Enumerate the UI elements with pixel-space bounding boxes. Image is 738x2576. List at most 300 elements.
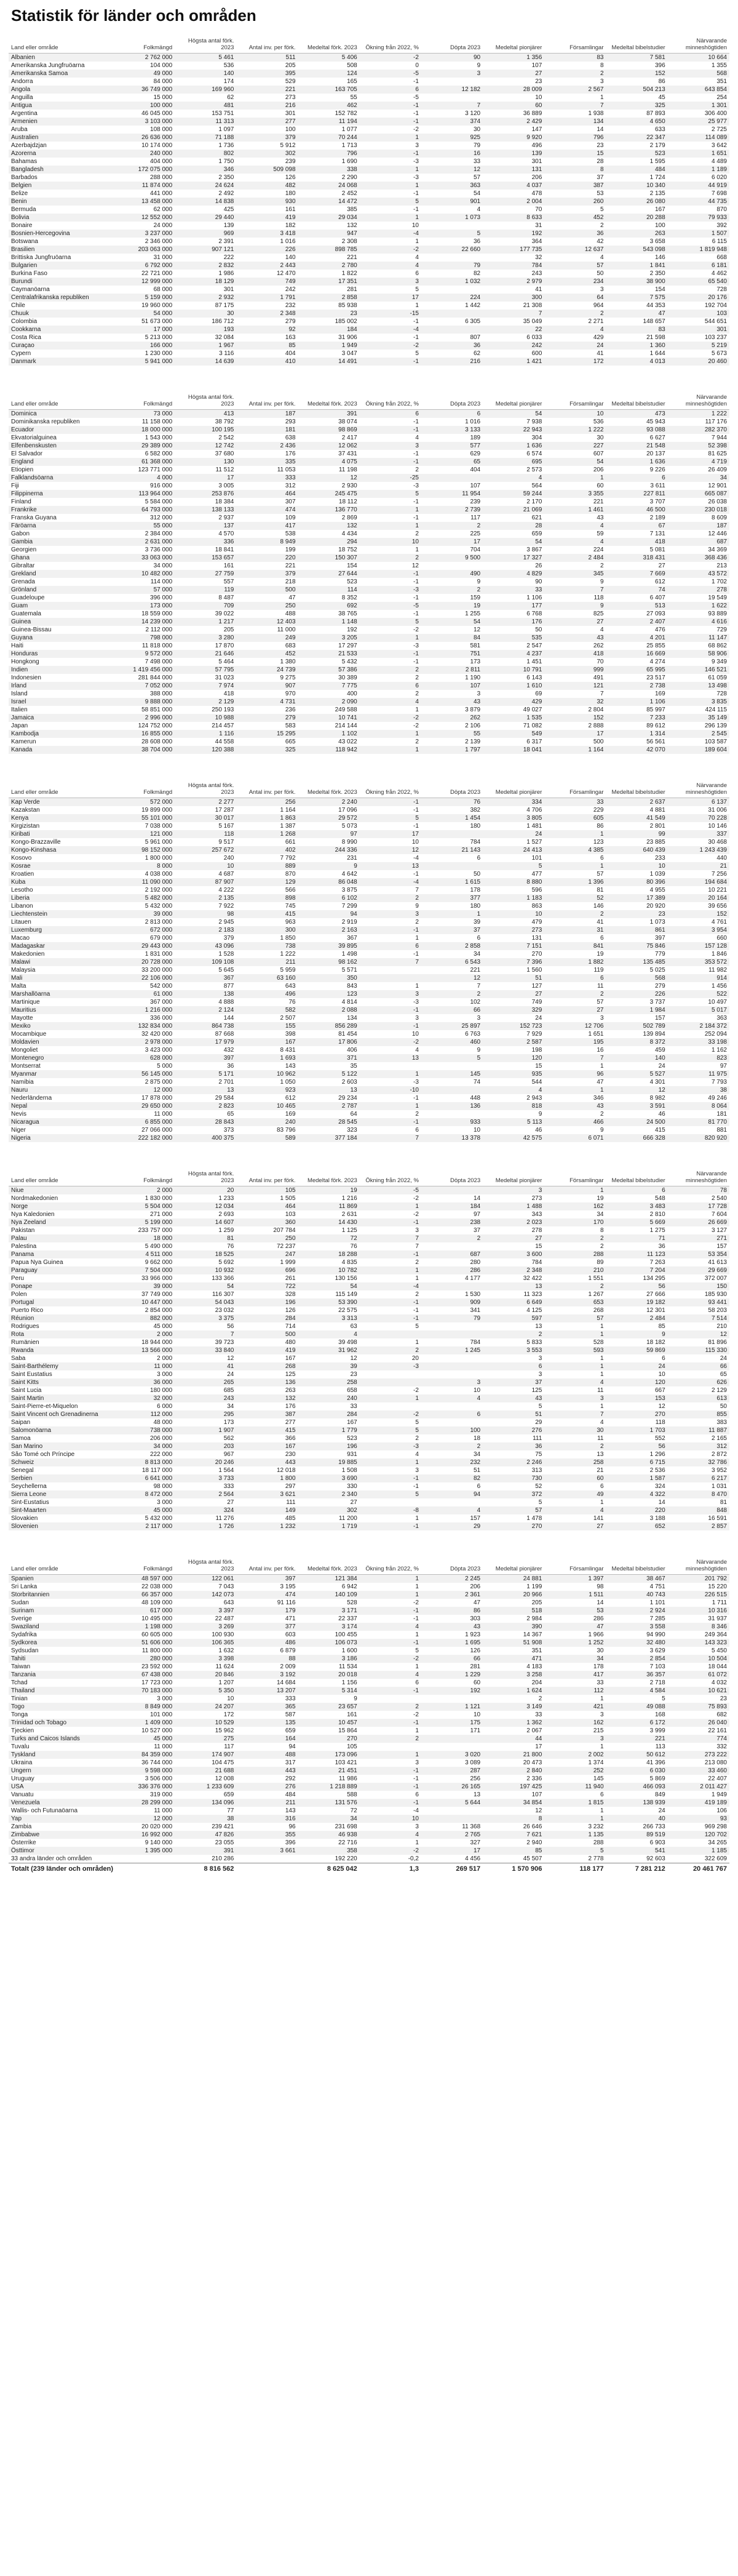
cell-avg-pioneers: 479 bbox=[531, 919, 542, 926]
cell-increase: 1 bbox=[415, 1275, 419, 1282]
cell-ratio: 180 bbox=[285, 190, 296, 197]
cell-memorial-attendance: 312 bbox=[668, 1442, 729, 1450]
cell-ratio: 256 bbox=[236, 798, 298, 807]
cell-memorial-attendance: 337 bbox=[668, 830, 729, 838]
cell-avg-pioneers: 43 bbox=[483, 1394, 544, 1402]
cell-memorial-attendance: 7 944 bbox=[711, 434, 727, 441]
cell-increase bbox=[360, 1062, 421, 1070]
cell-baptized: 1 255 bbox=[465, 610, 481, 617]
table-row bbox=[9, 1362, 729, 1370]
cell-country: Sint-Eustatius bbox=[11, 1499, 49, 1506]
cell-ratio: 103 bbox=[285, 1211, 296, 1218]
cell-country: Sudan bbox=[11, 1599, 29, 1606]
cell-avg-pioneers: 1 610 bbox=[483, 682, 544, 690]
cell-increase: 2 bbox=[360, 554, 421, 562]
cell-avg-pioneers: 13 bbox=[535, 1323, 542, 1330]
cell-ratio: 105 bbox=[236, 1186, 298, 1195]
cell-peak-publishers: 2 277 bbox=[175, 798, 236, 807]
cell-ratio: 379 bbox=[236, 570, 298, 578]
cell-avg-pioneers: 15 bbox=[535, 1063, 542, 1070]
cell-increase: 1 bbox=[415, 1583, 419, 1590]
cell-peak-publishers: 2 564 bbox=[175, 1490, 236, 1498]
cell-avg-publishers: 2 603 bbox=[341, 1079, 357, 1086]
cell-bible-studies: 523 bbox=[606, 150, 668, 158]
table-row bbox=[9, 1062, 729, 1070]
cell-population: 7 504 000 bbox=[113, 1266, 175, 1274]
cell-baptized: 157 bbox=[470, 1515, 481, 1522]
cell-memorial-attendance: 1 243 439 bbox=[668, 846, 729, 854]
cell-congregations: 27 bbox=[544, 1006, 606, 1014]
cell-avg-publishers: 4 814 bbox=[341, 999, 357, 1006]
cell-country: Togo bbox=[9, 1703, 113, 1711]
cell-ratio: 277 bbox=[285, 1419, 296, 1426]
cell-peak-publishers: 346 bbox=[175, 166, 236, 174]
table-row bbox=[9, 1607, 729, 1615]
cell-bible-studies: 3 999 bbox=[649, 1727, 665, 1734]
cell-peak-publishers: 76 bbox=[227, 1243, 234, 1250]
cell-avg-pioneers: 20 966 bbox=[483, 1591, 544, 1599]
cell-memorial-attendance: 3 952 bbox=[711, 1467, 727, 1474]
cell-peak-publishers: 27 bbox=[227, 1499, 234, 1506]
cell-bible-studies: 23 885 bbox=[646, 839, 665, 846]
cell-peak-publishers: 22 487 bbox=[215, 1615, 234, 1622]
table-row bbox=[9, 706, 729, 714]
cell-population: 2 000 bbox=[113, 1186, 175, 1195]
cell-country: Azerbajdzjan bbox=[11, 142, 47, 149]
cell-avg-pioneers: 518 bbox=[483, 1607, 544, 1615]
cell-country: Pakistan bbox=[11, 1227, 35, 1234]
cell-baptized: 13 bbox=[474, 1791, 481, 1798]
cell-memorial-attendance: 682 bbox=[716, 1711, 727, 1718]
cell-baptized: 1 442 bbox=[465, 302, 481, 309]
cell-country: Madagaskar bbox=[9, 942, 113, 950]
cell-baptized: 175 bbox=[421, 1719, 483, 1727]
cell-peak-publishers: 9 517 bbox=[218, 839, 234, 846]
table-row bbox=[9, 1354, 729, 1362]
cell-congregations: 49 bbox=[544, 1490, 606, 1498]
table-row bbox=[9, 1799, 729, 1807]
table-row bbox=[9, 1022, 729, 1030]
cell-memorial-attendance: 12 901 bbox=[708, 482, 727, 489]
cell-avg-publishers: 97 bbox=[298, 830, 360, 838]
cell-country: San Marino bbox=[9, 1442, 113, 1450]
cell-increase: 1 bbox=[415, 546, 419, 553]
column-header-increase: Ökning från 2022, % bbox=[360, 778, 421, 798]
cell-avg-pioneers: 147 bbox=[531, 126, 542, 133]
cell-country: Liberia bbox=[9, 894, 113, 902]
column-header-congregations: Församlingar bbox=[544, 390, 606, 410]
cell-avg-publishers: 6 102 bbox=[298, 894, 360, 902]
cell-population: 6 641 000 bbox=[113, 1474, 175, 1482]
cell-avg-pioneers: 4 829 bbox=[483, 570, 544, 578]
cell-memorial-attendance: 10 664 bbox=[668, 54, 729, 62]
table-row bbox=[9, 1242, 729, 1250]
cell-peak-publishers: 20 246 bbox=[175, 1458, 236, 1466]
cell-avg-publishers: 18 288 bbox=[298, 1250, 360, 1258]
cell-peak-publishers: 3 375 bbox=[175, 1314, 236, 1322]
cell-increase: -1 bbox=[360, 1607, 421, 1615]
cell-baptized: 901 bbox=[421, 198, 483, 206]
cell-ratio: 211 bbox=[236, 1799, 298, 1807]
table-row bbox=[9, 1482, 729, 1490]
cell-peak-publishers: 122 061 bbox=[175, 1575, 236, 1583]
cell-avg-publishers: 14 472 bbox=[298, 198, 360, 206]
cell-avg-publishers: 22 337 bbox=[338, 1615, 357, 1622]
cell-increase: 12 bbox=[360, 846, 421, 854]
cell-avg-pioneers: 343 bbox=[531, 1211, 542, 1218]
cell-avg-pioneers: 313 bbox=[531, 1467, 542, 1474]
cell-congregations: 421 bbox=[544, 1703, 606, 1711]
cell-avg-publishers: 5 406 bbox=[298, 54, 360, 62]
cell-memorial-attendance: 6 020 bbox=[711, 174, 727, 181]
cell-peak-publishers: 12 bbox=[227, 1355, 234, 1362]
cell-baptized: 374 bbox=[421, 118, 483, 126]
cell-memorial-attendance: 728 bbox=[716, 286, 727, 293]
cell-ratio: 387 bbox=[236, 1410, 298, 1418]
cell-bible-studies: 24 bbox=[658, 1063, 665, 1070]
cell-memorial-attendance: 282 370 bbox=[668, 426, 729, 434]
cell-ratio: 582 bbox=[236, 1006, 298, 1014]
cell-memorial-attendance: 870 bbox=[716, 206, 727, 213]
table-row bbox=[9, 846, 729, 854]
cell-country: Ukraina bbox=[11, 1759, 33, 1766]
cell-bible-studies: 2 810 bbox=[649, 1211, 665, 1218]
cell-baptized: 34 bbox=[474, 951, 481, 958]
cell-avg-publishers: 134 bbox=[347, 1015, 357, 1022]
cell-bible-studies: 2 924 bbox=[606, 1607, 668, 1615]
cell-congregations: 286 bbox=[593, 1615, 604, 1622]
table-row bbox=[9, 418, 729, 426]
cell-baptized: 100 bbox=[421, 1426, 483, 1434]
cell-avg-publishers: 55 bbox=[350, 94, 357, 101]
cell-baptized: 117 bbox=[470, 514, 481, 521]
cell-memorial-attendance: 26 669 bbox=[668, 1218, 729, 1226]
cell-avg-pioneers: 18 041 bbox=[483, 746, 544, 754]
cell-memorial-attendance: 626 bbox=[668, 1378, 729, 1386]
cell-avg-pioneers: 10 791 bbox=[483, 666, 544, 674]
cell-increase: 6 bbox=[360, 410, 421, 418]
cell-country: Chile bbox=[11, 302, 25, 309]
cell-increase: 1 bbox=[415, 1663, 419, 1670]
cell-country: Jamaica bbox=[9, 714, 113, 722]
column-header-avg-publishers: Medeltal förk. 2023 bbox=[298, 1555, 360, 1575]
cell-memorial-attendance: 881 bbox=[716, 1127, 727, 1134]
cell-population: 15 000 bbox=[153, 94, 173, 101]
cell-memorial-attendance: 26 409 bbox=[708, 466, 727, 473]
cell-population: 45 000 bbox=[113, 1735, 175, 1743]
cell-peak-publishers: 4 222 bbox=[218, 887, 234, 894]
cell-increase bbox=[360, 974, 421, 982]
cell-bible-studies: 652 bbox=[606, 1522, 668, 1530]
cell-congregations: 1 651 bbox=[588, 1031, 604, 1038]
cell-bible-studies: 266 733 bbox=[643, 1823, 665, 1830]
cell-baptized: 1 229 bbox=[421, 1671, 483, 1679]
table-row bbox=[9, 1490, 729, 1498]
cell-avg-pioneers: 204 bbox=[531, 1679, 542, 1686]
cell-bible-studies: 93 088 bbox=[606, 426, 668, 434]
cell-avg-pioneers: 15 bbox=[535, 1243, 542, 1250]
cell-congregations: 5 bbox=[544, 1847, 606, 1855]
cell-peak-publishers: 87 907 bbox=[175, 878, 236, 886]
cell-ratio: 365 bbox=[236, 1703, 298, 1711]
cell-congregations: 2 bbox=[544, 910, 606, 918]
cell-avg-publishers: 1 216 bbox=[341, 1195, 357, 1202]
cell-avg-pioneers: 278 bbox=[531, 1227, 542, 1234]
cell-ratio: 12 403 bbox=[236, 618, 298, 626]
table-header-row bbox=[9, 34, 729, 54]
cell-population: 8 813 000 bbox=[113, 1458, 175, 1466]
cell-avg-pioneers: 471 bbox=[483, 1655, 544, 1663]
cell-avg-publishers: 4 434 bbox=[341, 530, 357, 537]
cell-country: Elfenbenskusten bbox=[9, 442, 113, 450]
cell-population: 18 117 000 bbox=[141, 1467, 173, 1474]
cell-population: 48 000 bbox=[153, 1419, 173, 1426]
cell-peak-publishers: 239 421 bbox=[212, 1823, 234, 1830]
cell-country: Libanon bbox=[11, 903, 33, 910]
cell-avg-pioneers: 23 bbox=[535, 78, 542, 85]
cell-country: Tchad bbox=[11, 1679, 28, 1686]
cell-population bbox=[113, 1855, 175, 1863]
cell-baptized: 17 bbox=[421, 1847, 483, 1855]
cell-ratio: 218 bbox=[285, 578, 296, 585]
table-row bbox=[9, 1282, 729, 1290]
cell-peak-publishers: 54 043 bbox=[175, 1298, 236, 1306]
cell-avg-publishers: 3 313 bbox=[298, 1314, 360, 1322]
column-header-peak-publishers: Högsta antal förk. 2023 bbox=[175, 1167, 236, 1186]
column-header-country: Land eller område bbox=[9, 778, 113, 798]
cell-peak-publishers: 87 175 bbox=[215, 302, 234, 309]
cell-baptized bbox=[421, 1282, 483, 1290]
cell-bible-studies: 318 431 bbox=[606, 554, 668, 562]
cell-ratio: 11 053 bbox=[277, 466, 296, 473]
cell-avg-pioneers: 334 bbox=[483, 798, 544, 807]
cell-ratio: 250 bbox=[236, 602, 298, 610]
cell-bible-studies: 11 123 bbox=[606, 1250, 668, 1258]
table-row bbox=[9, 1126, 729, 1134]
cell-baptized: 43 bbox=[421, 1623, 483, 1631]
cell-population: 2 192 000 bbox=[145, 887, 173, 894]
cell-memorial-attendance: 322 609 bbox=[704, 1855, 727, 1862]
cell-bible-studies: 7 103 bbox=[649, 1663, 665, 1670]
table-row bbox=[9, 554, 729, 562]
cell-bible-studies: 18 182 bbox=[646, 1339, 665, 1346]
cell-peak-publishers: 14 838 bbox=[175, 198, 236, 206]
table-row bbox=[9, 522, 729, 530]
cell-congregations: 1 511 bbox=[544, 1591, 606, 1599]
cell-country: Sydsudan bbox=[11, 1647, 39, 1654]
cell-population: 38 704 000 bbox=[113, 746, 175, 754]
cell-increase: -1 bbox=[413, 871, 419, 878]
cell-population: 112 000 bbox=[113, 1410, 175, 1418]
cell-ratio: 12 018 bbox=[276, 1467, 296, 1474]
cell-congregations: 9 bbox=[600, 1127, 604, 1134]
cell-country: Zimbabwe bbox=[9, 1831, 113, 1839]
table-row bbox=[9, 498, 729, 506]
cell-country: Taiwan bbox=[11, 1663, 31, 1670]
cell-increase: 0 bbox=[415, 62, 419, 69]
cell-ratio: 109 bbox=[285, 514, 296, 521]
cell-increase: 12 bbox=[411, 562, 419, 569]
cell-ratio: 1 791 bbox=[236, 294, 298, 302]
cell-ratio: 4 731 bbox=[236, 698, 298, 706]
cell-baptized: 34 bbox=[474, 1451, 481, 1458]
cell-baptized bbox=[421, 862, 483, 870]
cell-avg-publishers: 6 942 bbox=[341, 1583, 357, 1590]
table-row bbox=[9, 1655, 729, 1663]
cell-avg-publishers: 214 144 bbox=[335, 722, 357, 729]
cell-memorial-attendance: 4 462 bbox=[711, 270, 727, 277]
cell-memorial-attendance: 34 bbox=[668, 474, 729, 482]
cell-population: 222 182 000 bbox=[113, 1134, 175, 1142]
table-row bbox=[9, 594, 729, 602]
cell-country: Storbritannien bbox=[9, 1591, 113, 1599]
cell-peak-publishers: 2 350 bbox=[218, 174, 234, 181]
cell-memorial-attendance: 774 bbox=[668, 1735, 729, 1743]
cell-baptized bbox=[421, 1807, 483, 1815]
cell-country: Grönland bbox=[9, 586, 113, 594]
cell-baptized: 1 245 bbox=[421, 1346, 483, 1354]
cell-population: 4 000 bbox=[113, 474, 175, 482]
cell-memorial-attendance: 1 702 bbox=[711, 578, 727, 585]
cell-congregations: 7 bbox=[544, 586, 606, 594]
table-row bbox=[9, 1086, 729, 1094]
cell-avg-pioneers: 270 bbox=[531, 951, 542, 958]
cell-memorial-attendance: 24 bbox=[720, 1355, 727, 1362]
cell-baptized: 76 bbox=[421, 798, 483, 807]
cell-population: 6 792 000 bbox=[113, 262, 175, 270]
cell-avg-pioneers: 5 bbox=[538, 1499, 542, 1506]
cell-bible-studies: 21 598 bbox=[646, 334, 665, 341]
cell-increase: -2 bbox=[413, 626, 419, 633]
cell-peak-publishers: 100 930 bbox=[212, 1631, 234, 1638]
cell-bible-studies: 4 301 bbox=[649, 1079, 665, 1086]
cell-baptized: 90 bbox=[421, 54, 483, 62]
cell-increase: -3 bbox=[360, 1442, 421, 1450]
cell-increase: -1 bbox=[360, 1474, 421, 1482]
cell-peak-publishers: 802 bbox=[175, 150, 236, 158]
cell-avg-publishers: 2 090 bbox=[298, 698, 360, 706]
cell-peak-publishers: 71 188 bbox=[175, 134, 236, 142]
cell-congregations: 6 bbox=[600, 935, 604, 942]
cell-increase: -8 bbox=[360, 1506, 421, 1514]
cell-ratio: 464 bbox=[236, 1202, 298, 1210]
cell-bible-studies: 513 bbox=[606, 602, 668, 610]
table-row bbox=[9, 886, 729, 894]
cell-population: 36 000 bbox=[113, 1378, 175, 1386]
cell-bible-studies: 89 612 bbox=[646, 722, 665, 729]
cell-baptized: 6 bbox=[421, 410, 483, 418]
cell-country: Guyana bbox=[9, 634, 113, 642]
cell-memorial-attendance: 1 185 bbox=[668, 1847, 729, 1855]
cell-memorial-attendance: 20 164 bbox=[668, 894, 729, 902]
cell-population: 22 038 000 bbox=[141, 1583, 173, 1590]
table-row bbox=[9, 814, 729, 822]
cell-congregations: 2 bbox=[544, 1234, 606, 1242]
cell-bible-studies: 134 295 bbox=[643, 1275, 665, 1282]
column-header-avg-publishers: Medeltal förk. 2023 bbox=[298, 34, 360, 54]
cell-memorial-attendance: 50 bbox=[720, 1403, 727, 1410]
cell-ratio: 301 bbox=[285, 110, 296, 117]
cell-memorial-attendance: 52 398 bbox=[668, 442, 729, 450]
cell-peak-publishers: 2 183 bbox=[175, 926, 236, 934]
cell-memorial-attendance: 8 064 bbox=[668, 1102, 729, 1110]
cell-bible-studies: 38 467 bbox=[606, 1575, 668, 1583]
cell-bible-studies: 3 483 bbox=[606, 1202, 668, 1210]
cell-peak-publishers: 1 907 bbox=[175, 1426, 236, 1434]
cell-country: Ghana bbox=[9, 554, 113, 562]
cell-memorial-attendance: 3 954 bbox=[668, 926, 729, 934]
column-header-bible-studies: Medeltal bibelstudier bbox=[606, 1167, 668, 1186]
cell-avg-pioneers: 24 881 bbox=[483, 1575, 544, 1583]
cell-increase: 6 bbox=[360, 682, 421, 690]
cell-peak-publishers: 38 792 bbox=[215, 418, 234, 425]
cell-bible-studies: 167 bbox=[655, 206, 665, 213]
cell-ratio: 404 bbox=[285, 350, 296, 357]
table-row bbox=[9, 1647, 729, 1655]
cell-avg-publishers: 31 906 bbox=[338, 334, 357, 341]
cell-peak-publishers: 21 646 bbox=[175, 650, 236, 658]
cell-country: Malta bbox=[11, 983, 26, 990]
cell-avg-pioneers: 329 bbox=[483, 1006, 544, 1014]
cell-ratio: 284 bbox=[236, 1314, 298, 1322]
cell-population: 34 000 bbox=[153, 562, 173, 569]
cell-congregations: 5 bbox=[600, 206, 604, 213]
cell-avg-pioneers: 1 624 bbox=[483, 1687, 544, 1695]
cell-country: Guinea bbox=[9, 618, 113, 626]
cell-country: Surinam bbox=[9, 1607, 113, 1615]
cell-increase: 10 bbox=[411, 839, 419, 846]
table-row bbox=[9, 854, 729, 862]
cell-congregations: 4 bbox=[600, 254, 604, 261]
cell-increase: 7 bbox=[415, 1243, 419, 1250]
cell-peak-publishers: 536 bbox=[223, 62, 234, 69]
cell-population: 20 020 000 bbox=[141, 1823, 173, 1830]
cell-avg-pioneers: 9 bbox=[538, 1111, 542, 1118]
cell-country: Palestina bbox=[11, 1243, 37, 1250]
cell-baptized: 6 bbox=[477, 855, 481, 862]
cell-congregations: 2 888 bbox=[588, 722, 604, 729]
cell-country: Kap Verde bbox=[9, 798, 113, 807]
table-row bbox=[9, 334, 729, 342]
cell-baptized: 1 016 bbox=[465, 418, 481, 425]
cell-avg-pioneers: 6 768 bbox=[526, 610, 542, 617]
cell-congregations: 6 bbox=[544, 974, 606, 982]
cell-congregations: 3 bbox=[600, 1015, 604, 1022]
cell-bible-studies: 504 213 bbox=[606, 86, 668, 94]
cell-bible-studies: 2 637 bbox=[606, 798, 668, 807]
cell-country: Kenya bbox=[9, 814, 113, 822]
cell-memorial-attendance: 660 bbox=[716, 935, 727, 942]
cell-peak-publishers: 2 945 bbox=[218, 919, 234, 926]
cell-congregations: 145 bbox=[593, 1775, 604, 1782]
cell-memorial-attendance: 969 298 bbox=[704, 1823, 727, 1830]
cell-increase: 5 bbox=[360, 490, 421, 498]
cell-ratio: 474 bbox=[236, 1591, 298, 1599]
cell-memorial-attendance: 18 044 bbox=[708, 1663, 727, 1670]
cell-population: 388 000 bbox=[150, 690, 173, 697]
cell-congregations: 4 bbox=[544, 522, 606, 530]
cell-country: Cypern bbox=[11, 350, 31, 357]
cell-ratio: 176 bbox=[285, 1403, 296, 1410]
cell-avg-pioneers: 71 082 bbox=[523, 722, 542, 729]
cell-baptized: 1 073 bbox=[421, 214, 483, 222]
table-row bbox=[9, 158, 729, 166]
cell-ratio: 1 380 bbox=[280, 658, 296, 665]
cell-avg-publishers: 2 240 bbox=[298, 798, 360, 807]
cell-baptized: 13 378 bbox=[421, 1134, 483, 1142]
cell-congregations: 3 bbox=[544, 1394, 606, 1402]
cell-ratio: 415 bbox=[236, 1426, 298, 1434]
